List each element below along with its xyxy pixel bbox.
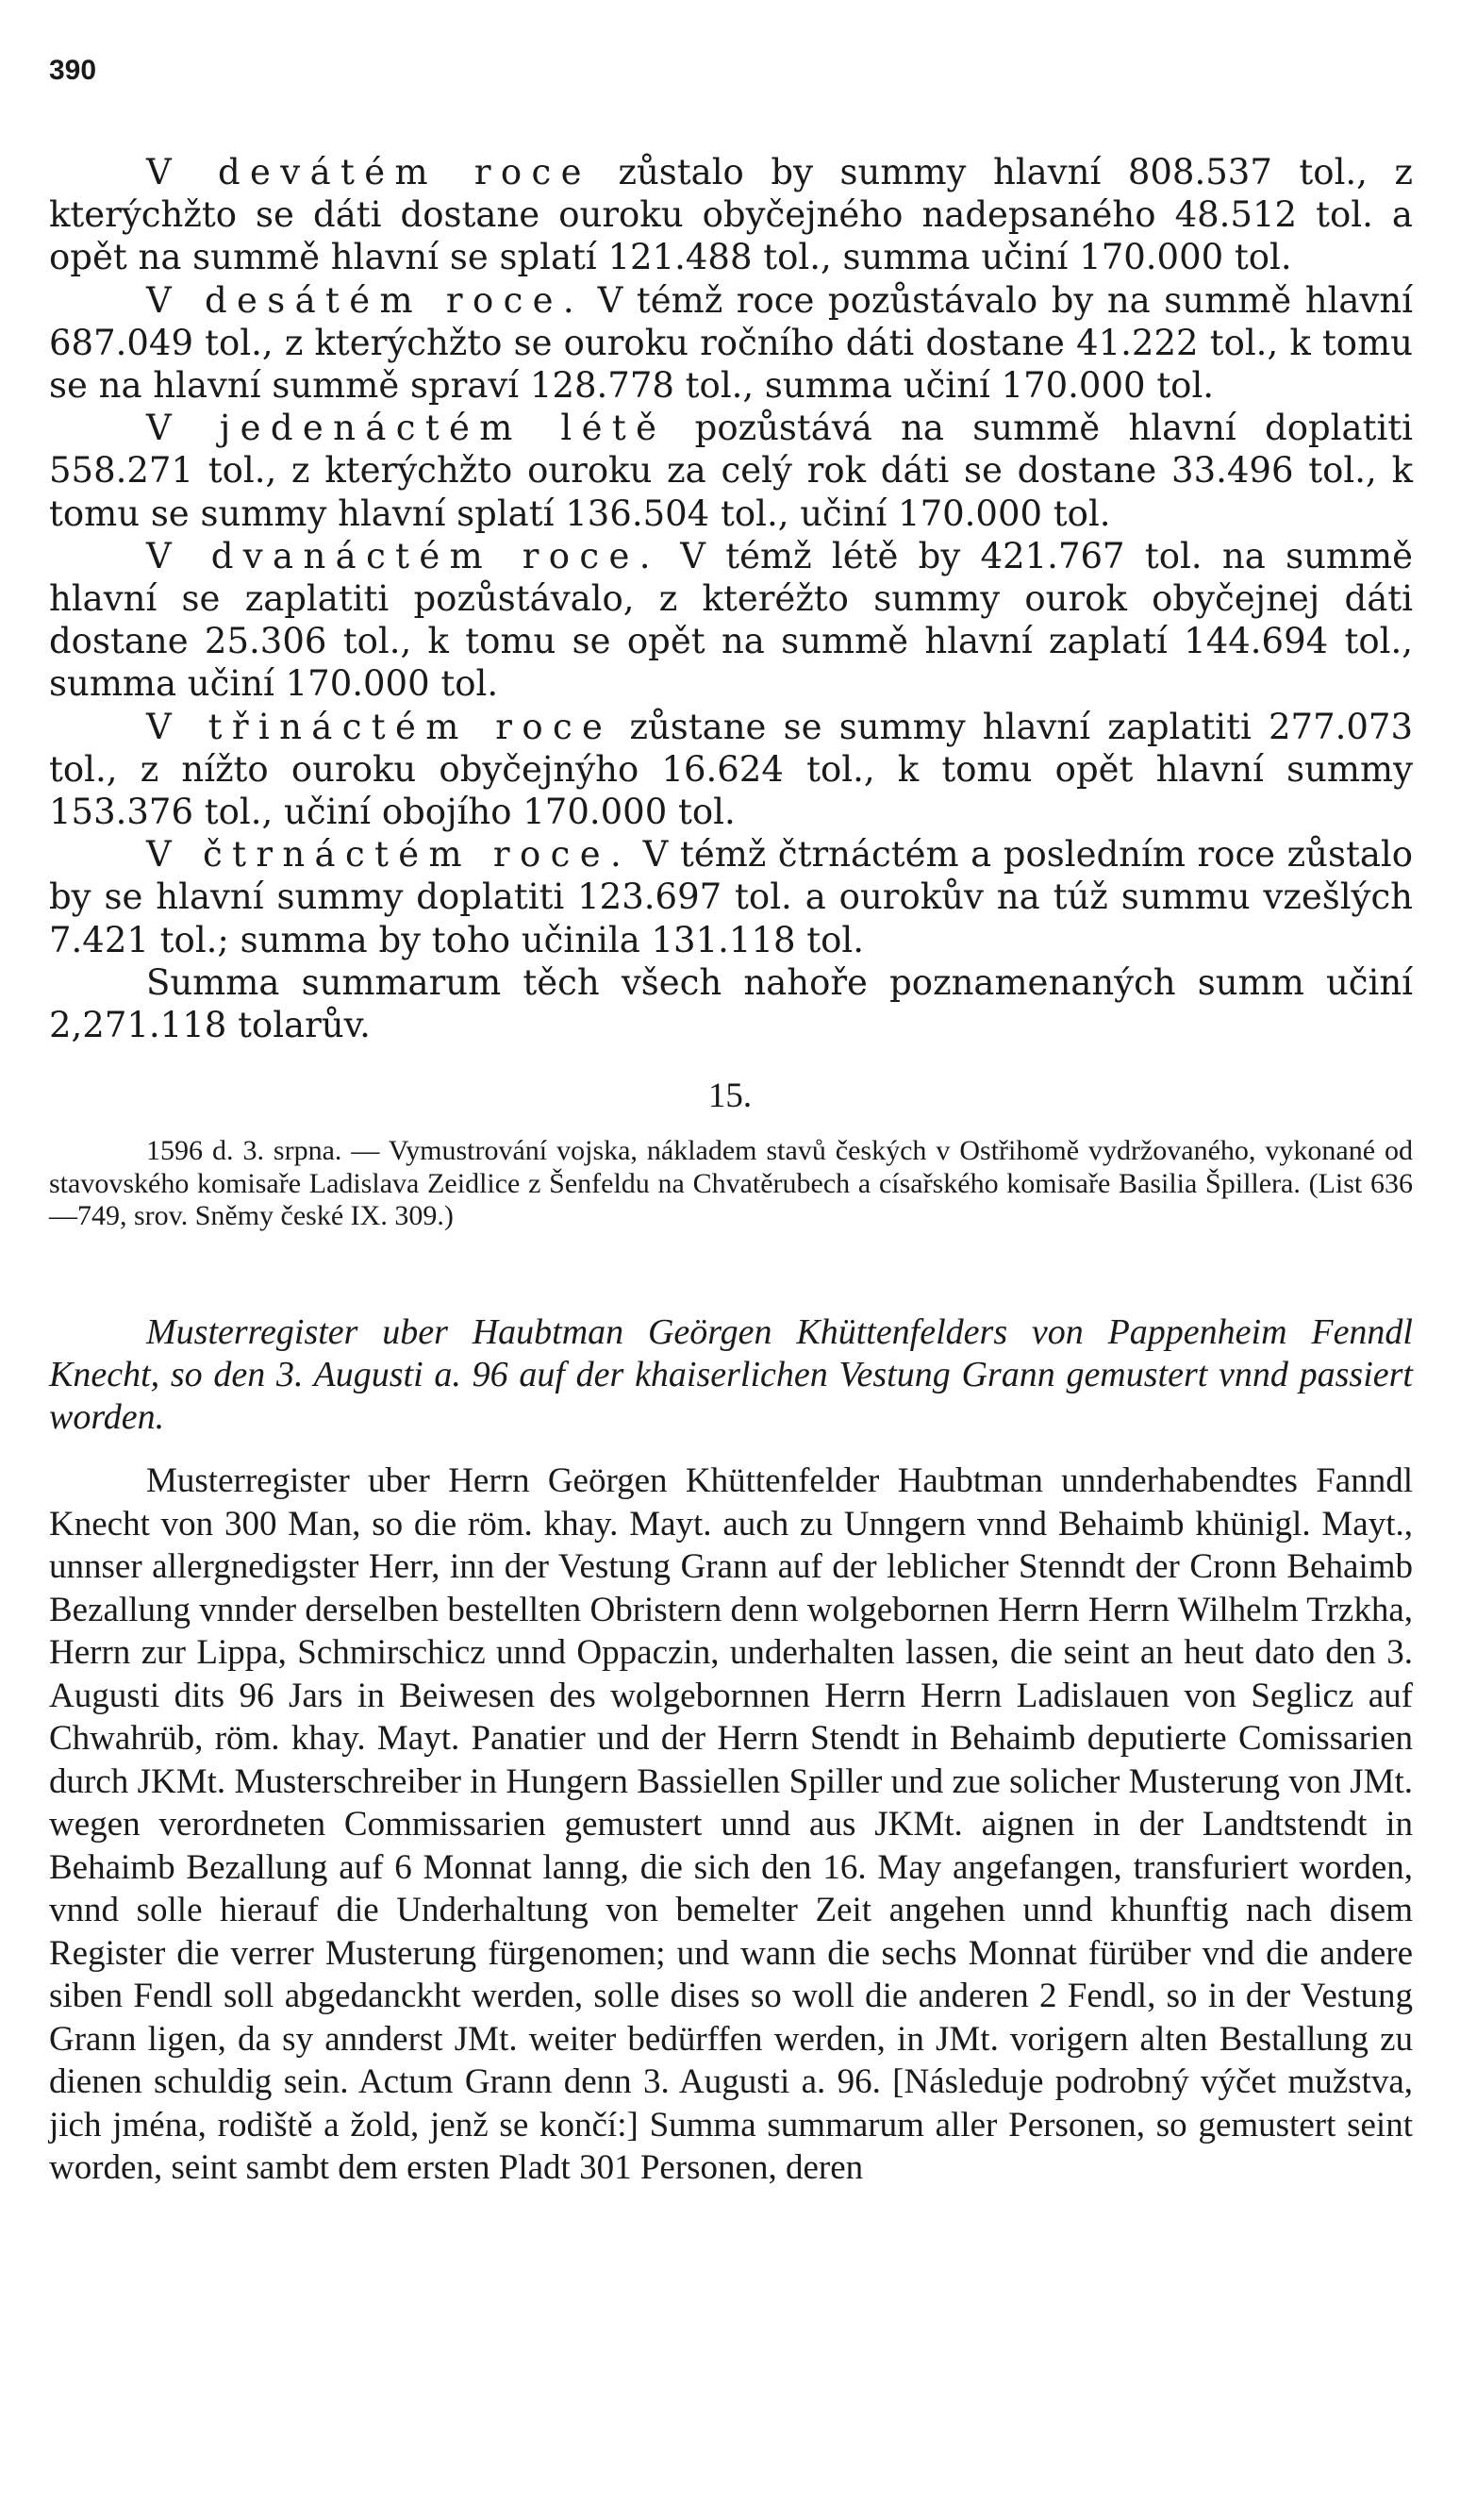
paragraph-eleventh-year: [49, 407, 1413, 535]
paragraph-text: zůstane se summy hlavní zaplatiti 277.073 tol., z nížto ouroku obyčejnýho 16.624 tol., k tomu opět hlavní summy 153.376 tol., učiní obojího 170.000 tol.: [49, 706, 1413, 833]
paragraph-lead: V čtrnáctém roce.: [146, 834, 632, 876]
body-block: [49, 1460, 1413, 2190]
paragraph-lead: V jedenáctém létě: [146, 408, 667, 449]
paragraph-text: V témž čtrnáctém a posledním roce zůstalo by se hlavní summy doplatiti 123.697 tol. a ourokův na túž summu vzešlých 7.421 tol.; summa by toho učinila 131.118 tol.: [49, 834, 1413, 960]
page-number: 390: [49, 55, 97, 86]
section-number: 15.: [707, 1076, 753, 1115]
paragraph-text: pozůstává na summě hlavní doplatiti 558.271 tol., z kterýchžto ouroku za celý rok dáti se dostane 33.496 tol., k tomu se summy hlavní splatí 136.504 tol., učiní 170.000 tol.: [49, 408, 1413, 534]
document-heading: Musterregister uber Haubtman Geörgen Khüttenfelders von Pappenheim Fenndl Knecht, so den 3. Augusti a. 96 auf der khaiserlichen Vestung Grann gemustert vnnd passiert worden.: [49, 1312, 1413, 1437]
paragraph-lead: V desátém roce.: [146, 279, 585, 321]
regest-summary: 1596 d. 3. srpna. — Vymustrování vojska, nákladem stavů českých v Ostřihomě vydržovaného, vykonané od stavovského komisaře Ladislava Zeidlice z Šenfeldu na Chvatěrubech a císařského komisaře Basilia Špillera. (List 636—749, srov. Sněmy české IX. 309.): [49, 1135, 1413, 1231]
payment-schedule: [49, 151, 1413, 1046]
paragraph-twelfth-year: [49, 535, 1413, 706]
paragraph-lead: V třináctém roce: [146, 706, 613, 747]
paragraph-thirteenth-year: [49, 706, 1413, 834]
paragraph-lead: V devátém roce: [146, 152, 591, 192]
paragraph-summa-summarum: [49, 961, 1413, 1046]
paragraph-fourteenth-year: [49, 833, 1413, 961]
paragraph-text: V témž roce pozůstávalo by na summě hlavní 687.049 tol., z kterýchžto se ouroku ročního dáti dostane 41.222 tol., k tomu se na hlavní summě spraví 128.778 tol., summa učiní 170.000 tol.: [49, 279, 1414, 407]
paragraph-tenth-year: [49, 279, 1413, 408]
heading-block: [49, 1311, 1413, 1439]
body-text: Musterregister uber Herrn Geörgen Khüttenfelder Haubtman unnderhabendtes Fanndl Knecht von 300 Man, so die röm. khay. Mayt. auch zu Unngern vnnd Behaimb khünigl. Mayt., unnser allergnedigster Herr, inn der Vestung Grann auf der leblicher Stenndt der Cronn Behaimb Bezallung vnnder derselben bestellten Obristern denn wolgebornen Herrn Herrn Wilhelm Trzkha, Herrn zur Lippa, Schmirschicz unnd Oppaczin, underhalten lassen, die seint an heut dato den 3. Augusti dits 96 Jars in Beiwesen des wolgebornnen Herrn Herrn Ladislauen von Seglicz auf Chwahrüb, röm. khay. Mayt. Panatier und der Herrn Stendt in Behaimb deputierte Comissarien durch JKMt. Musterschreiber in Hungern Bassiellen Spiller und zue solicher Musterung von JMt. wegen verordneten Commissarien gemustert unnd aus JKMt. aignen in der Landtstendt in Behaimb Bezallung auf 6 Monnat lanng, die sich den 16. May angefangen, transfuriert worden, vnnd solle hierauf die Underhaltung von bemelter Zeit angehen unnd khunftig nach disem Register die verrer Musterung fürgenomen; und wann die sechs Monnat fürüber vnd die andere siben Fendl soll abgedanckht werden, solle dises so woll die anderen 2 Fendl, so in der Vestung Grann ligen, da sy annderst JMt. weiter bedürffen werden, in JMt. vorigern alten Bestallung zu dienen schuldig sein. Actum Grann denn 3. Augusti a. 96. [Následuje podrobný výčet mužstva, jich jména, rodiště a žold, jenž se končí:] Summa summarum aller Personen, so gemustert seint worden, seint sambt dem ersten Pladt 301 Personen, deren: [49, 1461, 1413, 2187]
paragraph-text: V témž létě by 421.767 tol. na summě hlavní se zaplatiti pozůstávalo, z kteréžto summy ourok obyčejnej dáti dostane 25.306 tol., k tomu se opět na summě hlavní zaplatí 144.694 tol., summa učiní 170.000 tol.: [49, 535, 1413, 705]
regest-block: [49, 1135, 1413, 1233]
paragraph-text: zůstalo by summy hlavní 808.537 tol., z kterýchžto se dáti dostane ouroku obyčejného nadepsaného 48.512 tol. a opět na summě hlavní se splatí 121.488 tol., summa učiní 170.000 tol.: [49, 152, 1413, 278]
paragraph-lead: V dvanáctém roce.: [146, 535, 660, 576]
paragraph-text: Summa summarum těch všech nahoře poznamenaných summ učiní 2,271.118 tolarův.: [49, 961, 1413, 1046]
paragraph-ninth-year: [49, 151, 1413, 279]
